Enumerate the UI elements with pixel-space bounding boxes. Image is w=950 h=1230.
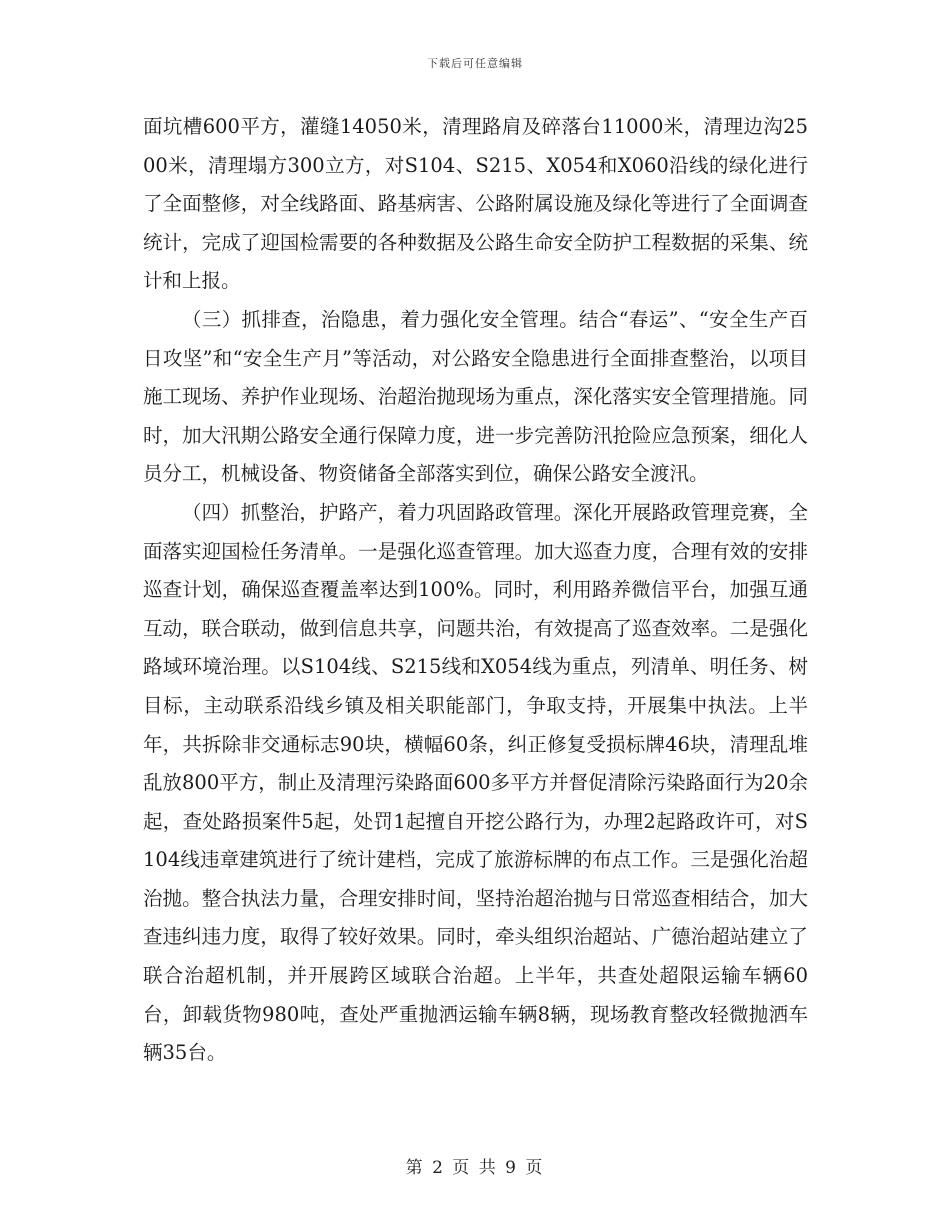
- page-header: 下载后可任意编辑: [427, 57, 523, 70]
- paragraph-safety-management: （三）抓排查，治隐患，着力强化安全管理。结合“春运”、“安全生产百日攻坚”和“安全生产月”等活动，对公路安全隐患进行全面排查整治，以项目施工现场、养护作业现场、治超治抛现场为重点，深化落实安全管理措施。同时，加大汛期公路安全通行保障力度，进一步完善防汛抢险应急预案，细化人员分工，机械设备、物资储备全部落实到位，确保公路安全渡汛。: [143, 307, 808, 486]
- paragraph-road-administration: （四）抓整治，护路产，着力巩固路政管理。深化开展路政管理竞赛，全面落实迎国检任务清单。一是强化巡查管理。加大巡查力度，合理有效的安排巡查计划，确保巡查覆盖率达到100%。同时，利用路养微信平台，加强互通互动，联合联动，做到信息共享，问题共治，有效提高了巡查效率。二是强化路域环境治理。以S104线、S215线和X054线为重点，列清单、明任务、树目标，主动联系沿线乡镇及相关职能部门，争取支持，开展集中执法。上半年，共拆除非交通标志90块，横幅60条，纠正修复受损标牌46块，清理乱堆乱放800平方，制止及清理污染路面600多平方并督促清除污染路面行为20余起，查处路损案件5起，处罚1起擅自开挖公路行为，办理2起路政许可，对S104线违章建筑进行了统计建档，完成了旅游标牌的布点工作。三是强化治超治抛。整合执法力量，合理安排时间，坚持治超治抛与日常巡查相结合，加大查违纠违力度，取得了较好效果。同时，牵头组织治超站、广德治超站建立了联合治超机制，并开展跨区域联合治超。上半年，共查处超限运输车辆60台，卸载货物980吨，查处严重抛洒运输车辆8辆，现场教育整改轻微抛洒车辆35台。: [143, 500, 808, 1065]
- document-body: [143, 108, 808, 1073]
- paragraph-continuation: 面坑槽600平方，灌缝14050米，清理路肩及碎落台11000米，清理边沟2500米，清理塌方300立方，对S104、S215、X054和X060沿线的绿化进行了全面整修，对全线路面、路基病害、公路附属设施及绿化等进行了全面调查统计，完成了迎国检需要的各种数据及公路生命安全防护工程数据的采集、统计和上报。: [143, 115, 808, 293]
- page-number: 第 2 页 共 9 页: [405, 1158, 545, 1178]
